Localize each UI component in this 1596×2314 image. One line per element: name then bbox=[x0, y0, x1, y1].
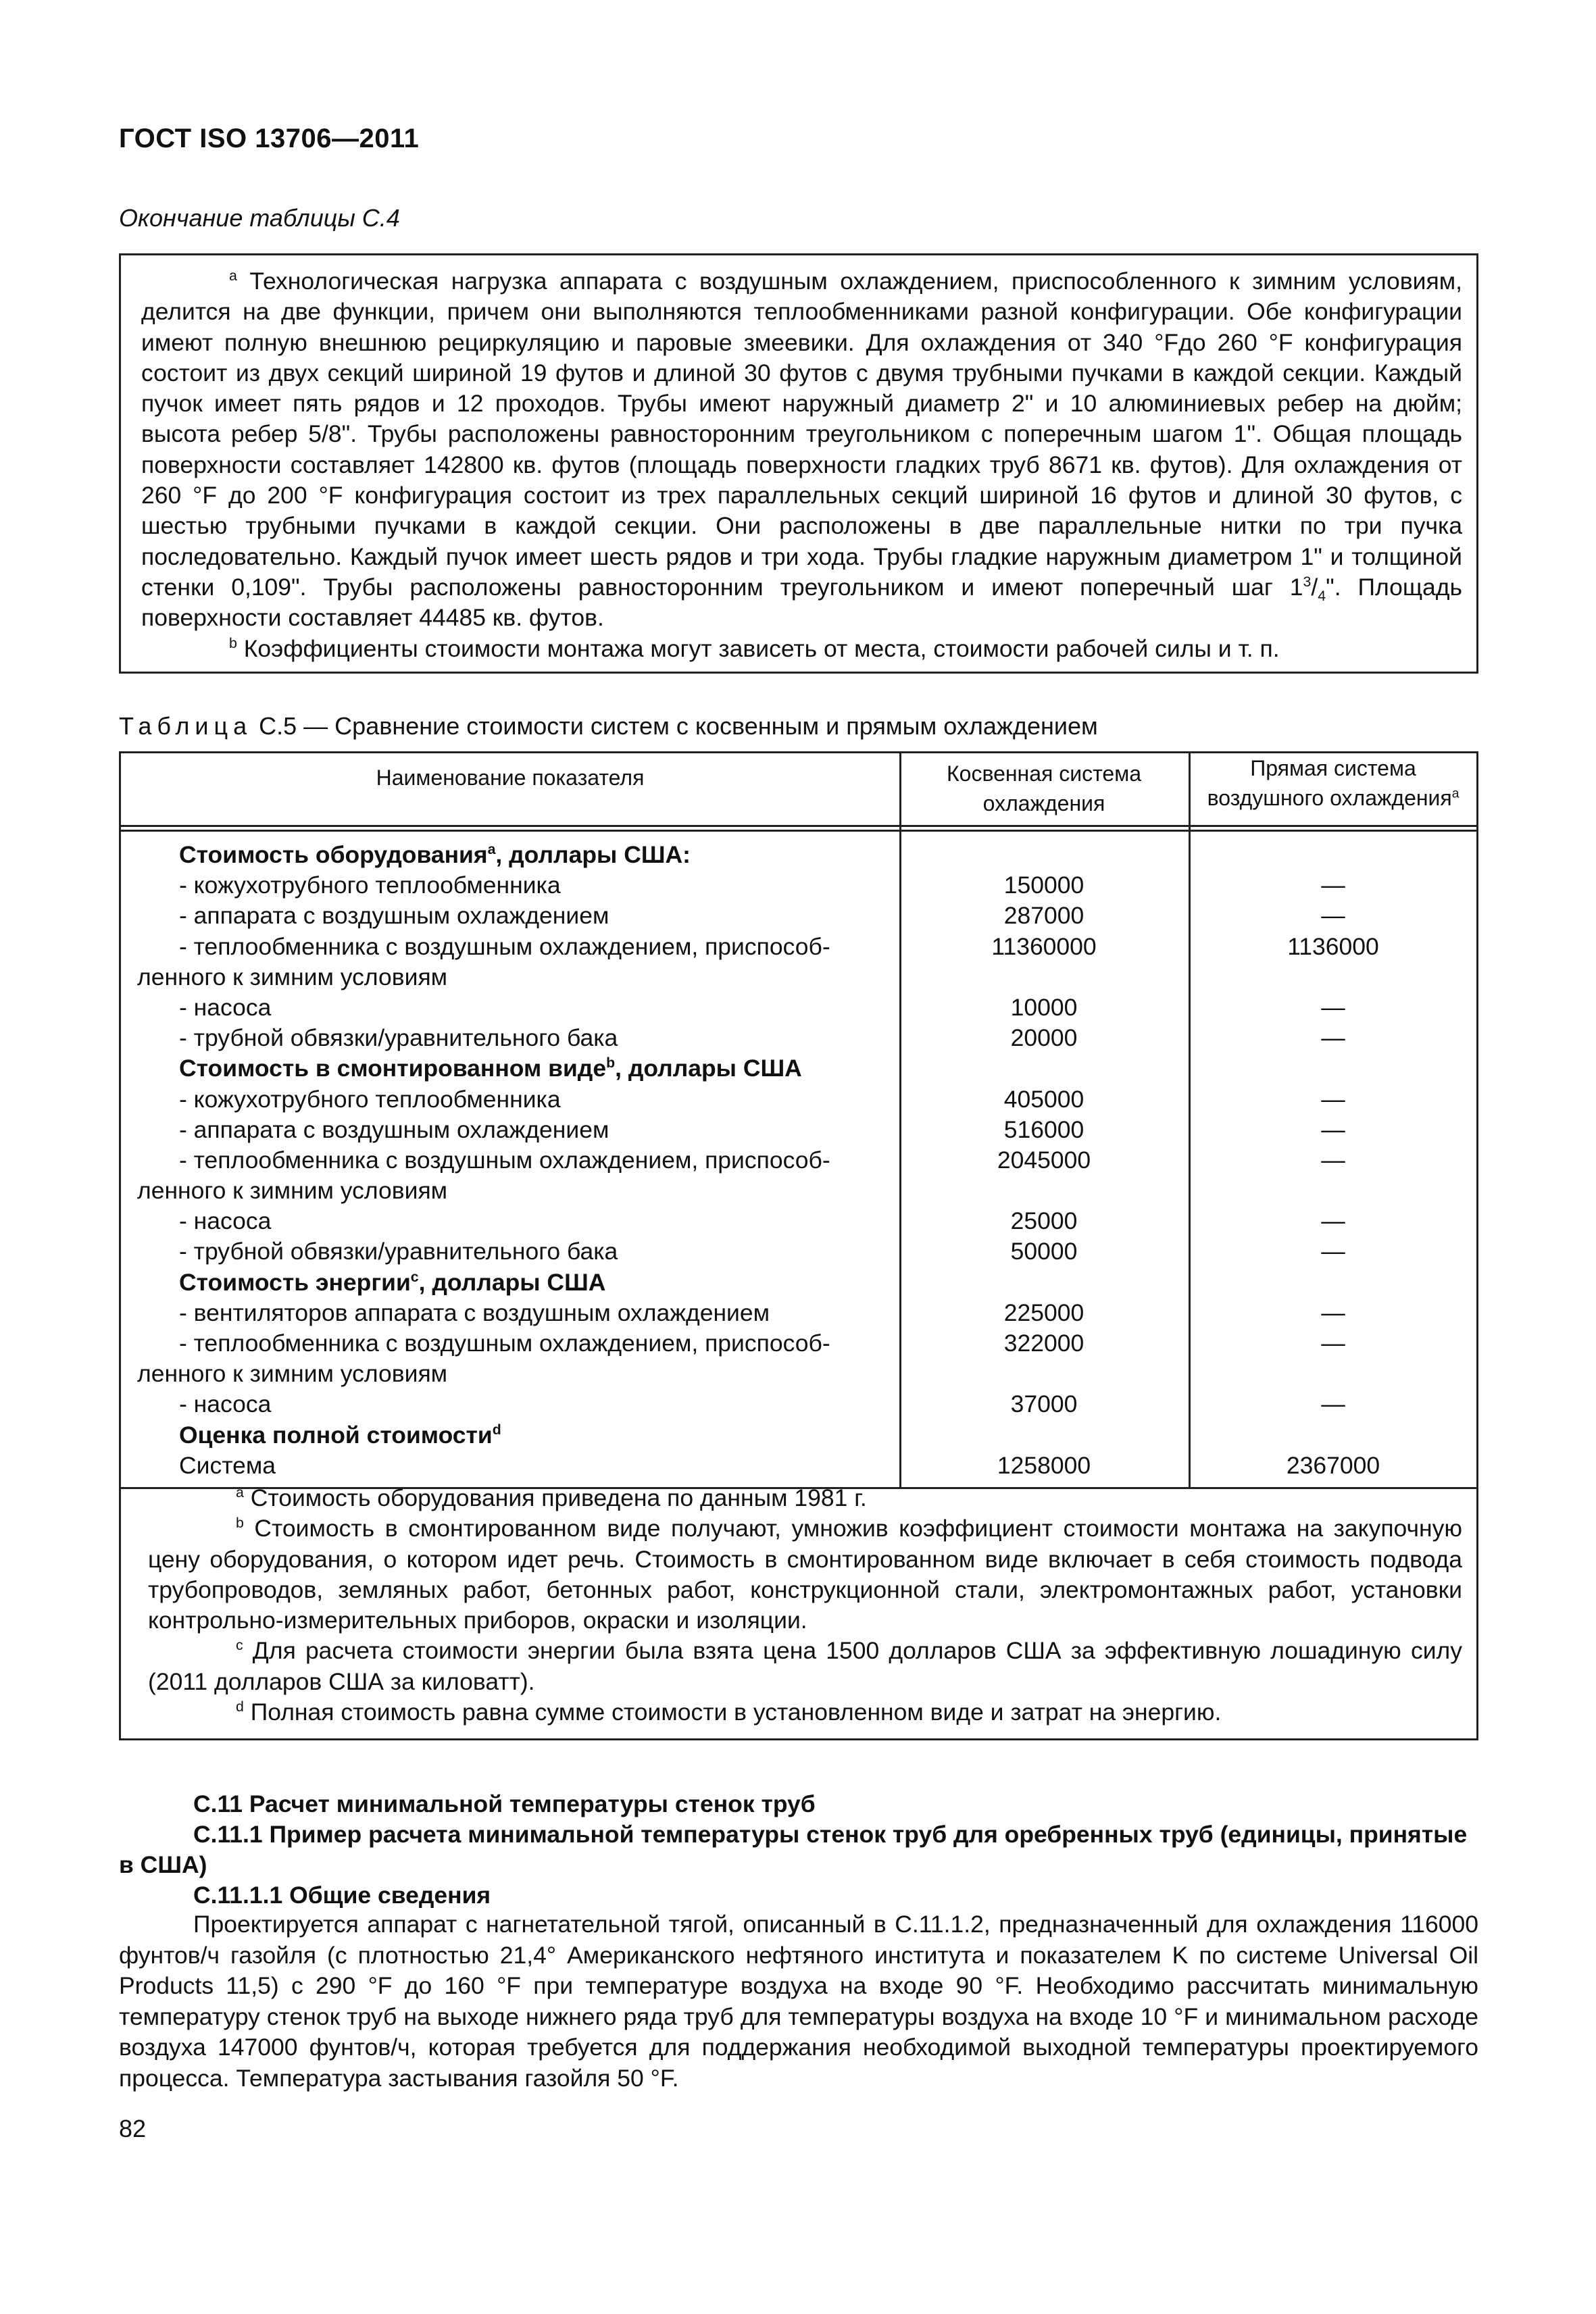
table-c5-caption bbox=[119, 712, 1098, 740]
note-b bbox=[141, 634, 1462, 664]
indirect-cost-cell: 287000 bbox=[1003, 902, 1084, 930]
row-name-tail: , доллары США: bbox=[495, 841, 691, 868]
t5-note-d-marker: d bbox=[236, 1699, 244, 1715]
col-header-indirect bbox=[899, 759, 1189, 818]
col-header-direct bbox=[1189, 753, 1478, 813]
t5-note-c bbox=[148, 1636, 1462, 1697]
table-row bbox=[121, 1176, 1476, 1206]
row-name-text: - трубной обвязки/уравнительного бака bbox=[179, 1024, 618, 1052]
indirect-cost-cell: 1258000 bbox=[997, 1451, 1091, 1479]
indirect-cost-cell: 20000 bbox=[1010, 1024, 1078, 1052]
table-row bbox=[121, 1328, 1476, 1359]
table-row bbox=[121, 1115, 1476, 1145]
row-name bbox=[179, 1420, 1037, 1451]
direct-cost-cell: — bbox=[1321, 872, 1345, 899]
row-name-text: - трубной обвязки/уравнительного бака bbox=[179, 1238, 618, 1265]
indirect-cost-cell: 11360000 bbox=[991, 932, 1097, 960]
row-name bbox=[137, 962, 995, 992]
row-footnote-marker: c bbox=[410, 1268, 419, 1285]
direct-cost-cell: — bbox=[1321, 1207, 1345, 1235]
indirect-cost-cell: 150000 bbox=[1003, 872, 1084, 899]
table-c4-notes-box bbox=[119, 253, 1478, 674]
col-header-direct-line2 bbox=[1189, 783, 1478, 813]
direct-cost-cell: — bbox=[1321, 1085, 1345, 1113]
row-name-text: Система bbox=[179, 1451, 276, 1479]
indirect-cost-cell: 405000 bbox=[1003, 1085, 1084, 1113]
body-paragraph: Проектируется аппарат с нагнетательной тягой, описанный в С.11.1.2, предназначенный для охлаждения 116000 фунтов/ч газойля (с плотностью 21,4° Американского нефтяного института и показателем K по системе Universal Oil Products 11,5) с 290 °F до 160 °F при температуре воздуха на входе 90 °F. Необходимо рассчитать минимальную температуру стенок труб на выходе нижнего ряда труб для температуры воздуха на входе 10 °F и минимальном расходе воздуха 147000 фунтов/ч, которая требуется для поддержания необходимой выходной температуры проектируемого процесса. Температура застывания газойля 50 °F. bbox=[119, 1911, 1478, 2092]
row-name-text: ленного к зимним условиям bbox=[137, 1177, 448, 1205]
table-row bbox=[121, 1236, 1476, 1267]
row-footnote-marker: b bbox=[606, 1055, 616, 1072]
row-name-text: - теплообменника с воздушным охлаждением, приспособ- bbox=[179, 1330, 830, 1357]
row-name-text: - насоса bbox=[179, 1207, 272, 1235]
note-a-text-end: ". Площадь поверхности составляет 44485 кв. футов. bbox=[141, 573, 1462, 632]
table-row bbox=[121, 1053, 1476, 1084]
direct-cost-cell: 2367000 bbox=[1286, 1451, 1380, 1479]
table-row bbox=[121, 1145, 1476, 1176]
page-number: 82 bbox=[119, 2115, 147, 2142]
table-row bbox=[121, 1451, 1476, 1481]
indirect-cost-cell: 10000 bbox=[1010, 993, 1078, 1021]
t5-note-a-marker: a bbox=[236, 1484, 244, 1501]
indirect-cost-cell: 37000 bbox=[1010, 1390, 1078, 1418]
indirect-cost-cell: 2045000 bbox=[997, 1146, 1091, 1174]
row-footnote-marker: d bbox=[492, 1421, 501, 1438]
section-c11-1-1-body bbox=[119, 1909, 1478, 2094]
continuation-caption: Окончание таблицы С.4 bbox=[119, 204, 400, 232]
direct-cost-cell: — bbox=[1321, 1024, 1345, 1052]
section-c11-heading: С.11 Расчет минимальной температуры стенок труб bbox=[193, 1790, 816, 1817]
table-row bbox=[121, 932, 1476, 962]
table-row bbox=[121, 992, 1476, 1023]
table-row bbox=[121, 901, 1476, 931]
table-row bbox=[121, 1206, 1476, 1236]
row-name-text: - теплообменника с воздушным охлаждением, приспособ- bbox=[179, 1146, 830, 1174]
table-row bbox=[121, 1084, 1476, 1115]
table-row bbox=[121, 1420, 1476, 1451]
header-rule-2 bbox=[121, 830, 1476, 832]
table-row bbox=[121, 870, 1476, 901]
col-header-indirect-line2: охлаждения bbox=[982, 791, 1105, 815]
row-name-text: - насоса bbox=[179, 1390, 272, 1418]
direct-cost-cell: — bbox=[1321, 1238, 1345, 1265]
t5-note-d-text: Полная стоимость равна сумме стоимости в установленном виде и затрат на энергию. bbox=[243, 1699, 1222, 1726]
section-c11-1-1-heading: С.11.1.1 Общие сведения bbox=[193, 1882, 491, 1909]
t5-note-c-marker: c bbox=[236, 1637, 243, 1654]
row-name-text: - кожухотрубного теплообменника bbox=[179, 872, 561, 899]
row-name bbox=[179, 1267, 1037, 1298]
row-name-text: Стоимость оборудования bbox=[179, 841, 488, 868]
table-row bbox=[121, 962, 1476, 992]
row-name-text: - аппарата с воздушным охлаждением bbox=[179, 902, 609, 930]
row-name-text: ленного к зимним условиям bbox=[137, 963, 448, 990]
document-header: ГОСТ ISO 13706—2011 bbox=[119, 124, 420, 153]
row-name-text: - кожухотрубного теплообменника bbox=[179, 1085, 561, 1113]
t5-note-c-text: Для расчета стоимости энергии была взята цена 1500 долларов США за эффективную лошадиную силу (2011 долларов США за киловатт). bbox=[148, 1637, 1462, 1695]
row-name-text: - теплообменника с воздушным охлаждением, приспособ- bbox=[179, 932, 830, 960]
table-word: Таблица bbox=[119, 712, 253, 740]
row-name-text: - аппарата с воздушным охлаждением bbox=[179, 1115, 609, 1143]
section-c11-1-heading: С.11.1 Пример расчета минимальной температуры стенок труб для оребренных труб (единицы, принятые в США) bbox=[119, 1821, 1468, 1879]
row-name-tail: , доллары США bbox=[418, 1268, 606, 1296]
indirect-cost-cell: 25000 bbox=[1010, 1207, 1078, 1235]
note-a: $^a$ Технологическая нагрузка аппарата с воздушным охлаждением, приспособленного к зимним условиям, делится на две функции, причем они выполняются теплообменниками разной конфигурации. Обе конфигурации имеют полную внешнюю рециркуляцию и паровые змеевики. Для охлаждения от 340 °Fдо 260 °F конфигурация состоит из двух секций шириной 19 футов и длиной 30 футов с двумя трубными пучками в каждой секции. Каждый пучок имеет пять рядов и 12 проходов. Трубы имеют наружный диаметр 2" и 10 алюминиевых ребер на дюйм; высота ребер 5/8". Трубы расположены равносторонним треугольником с поперечным шагом 1". Общая площадь поверхности составляет 142800 кв. футов (площадь поверхности гладких труб 8671 кв. футов). Для охлаждения от 260 °F до 200 °F конфигурация состоит из трех параллельных секций шириной 16 футов и длиной 30 футов, с шестью трубными пучками в каждой секции. Они расположены в две параллельные нитки по три пучка последовательно. Каждый пучок имеет шесть рядов и три хода. Трубы гладкие наружным диаметром 1" и толщиной стенки 0,109". Трубы расположены равносторонним треугольником и имеют поперечный шаг $1^3/_4$". Площадь поверхности составляет 44485 кв. футов. bbox=[141, 268, 1462, 632]
row-footnote-marker: a bbox=[487, 841, 496, 858]
indirect-cost-cell: 225000 bbox=[1003, 1299, 1084, 1326]
indirect-cost-cell: 322000 bbox=[1003, 1330, 1084, 1357]
table-row bbox=[121, 1359, 1476, 1389]
t5-note-b bbox=[148, 1513, 1462, 1636]
table-row bbox=[121, 840, 1476, 870]
t5-note-a bbox=[148, 1483, 1462, 1513]
direct-cost-cell: — bbox=[1321, 902, 1345, 930]
direct-cost-cell: — bbox=[1321, 1330, 1345, 1357]
t5-note-b-text: Стоимость в смонтированном виде получают, умножив коэффициент стоимости монтажа на закупочную цену оборудования, о котором идет речь. Стоимость в смонтированном виде включает в себя стоимость подвода трубопроводов, земляных работ, бетонных работ, конструкционной стали, электромонтажных работ, установки контрольно-измерительных приборов, окраски и изоляции. bbox=[148, 1515, 1462, 1634]
row-name bbox=[179, 1053, 1037, 1084]
row-name-text: - вентиляторов аппарата с воздушным охлаждением bbox=[179, 1299, 770, 1326]
table-row bbox=[121, 1267, 1476, 1298]
row-name bbox=[137, 1176, 995, 1206]
table-c5-body bbox=[121, 840, 1476, 1481]
row-name-text: Оценка полной стоимости bbox=[179, 1421, 493, 1449]
row-name bbox=[179, 840, 1037, 870]
direct-cost-cell: — bbox=[1321, 1146, 1345, 1174]
table-row bbox=[121, 1023, 1476, 1053]
col-header-direct-line1: Прямая система bbox=[1250, 756, 1416, 780]
header-rule-1 bbox=[121, 825, 1476, 827]
row-name-tail: , доллары США bbox=[615, 1055, 802, 1082]
direct-cost-cell: 1136000 bbox=[1287, 932, 1379, 960]
table-row bbox=[121, 1298, 1476, 1328]
t5-note-a-text: Стоимость оборудования приведена по данным 1981 г. bbox=[243, 1484, 867, 1511]
indirect-cost-cell: 516000 bbox=[1003, 1115, 1084, 1143]
row-name bbox=[137, 1359, 995, 1389]
frac-numerator: 3 bbox=[1303, 574, 1312, 590]
table-c4-notes bbox=[141, 266, 1462, 664]
note-b-marker: b bbox=[229, 634, 237, 651]
row-name-text: - насоса bbox=[179, 993, 272, 1021]
col-header-direct-text: воздушного охлаждения bbox=[1207, 786, 1452, 810]
direct-cost-cell: — bbox=[1321, 1390, 1345, 1418]
table-row bbox=[121, 1389, 1476, 1419]
note-a-marker: a bbox=[229, 268, 237, 284]
col-header-name: Наименование показателя bbox=[376, 765, 645, 790]
table-c5 bbox=[119, 751, 1478, 1740]
indirect-cost-cell: 50000 bbox=[1010, 1238, 1078, 1265]
direct-cost-cell: — bbox=[1321, 1299, 1345, 1326]
t5-note-b-marker: b bbox=[236, 1515, 244, 1532]
row-name-text: Стоимость энергии bbox=[179, 1268, 411, 1296]
note-a-text: Технологическая нагрузка аппарата с воздушным охлаждением, приспособленного к зимним условиям, делится на две функции, причем они выполняются теплообменниками разной конфигурации. Обе конфигурации имеют полную внешнюю рециркуляцию и паровые змеевики. Для охлаждения от 340 °Fдо 260 °F конфигурация состоит из двух секций шириной 19 футов и длиной 30 футов с двумя трубными пучками в каждой секции. Каждый пучок имеет пять рядов и 12 проходов. Трубы имеют наружный диаметр 2" и 10 алюминиевых ребер на дюйм; высота ребер 5/8". Трубы расположены равносторонним треугольником с поперечным шагом 1". Общая площадь поверхности составляет 142800 кв. футов (площадь поверхности гладких труб 8671 кв. футов). Для охлаждения от 260 °F до 200 °F конфигурация состоит из трех параллельных секций шириной 16 футов и длиной 30 футов, с шестью трубными пучками в каждой секции. Они расположены в две параллельные нитки по три пучка последовательно. Каждый пучок имеет шесть рядов и три хода. Трубы гладкие наружным диаметром 1" и толщиной стенки 0,109". Трубы расположены равносторонним треугольником и имеют поперечный шаг 1 bbox=[141, 268, 1462, 601]
col-header-direct-sup: a bbox=[1451, 786, 1460, 801]
table-c5-notes bbox=[148, 1483, 1462, 1728]
col-header-indirect-line1: Косвенная система bbox=[947, 761, 1141, 786]
t5-note-d bbox=[148, 1697, 1462, 1728]
row-name-text: ленного к зимним условиям bbox=[137, 1360, 448, 1388]
direct-cost-cell: — bbox=[1321, 993, 1345, 1021]
frac-denominator: 4 bbox=[1318, 588, 1326, 605]
table-c5-title: С.5 — Сравнение стоимости систем с косвенным и прямым охлаждением bbox=[252, 712, 1098, 740]
direct-cost-cell: — bbox=[1321, 1115, 1345, 1143]
note-b-text: Коэффициенты стоимости монтажа могут зависеть от места, стоимости рабочей силы и т. п. bbox=[236, 634, 1280, 662]
row-name-text: Стоимость в смонтированном виде bbox=[179, 1055, 607, 1082]
